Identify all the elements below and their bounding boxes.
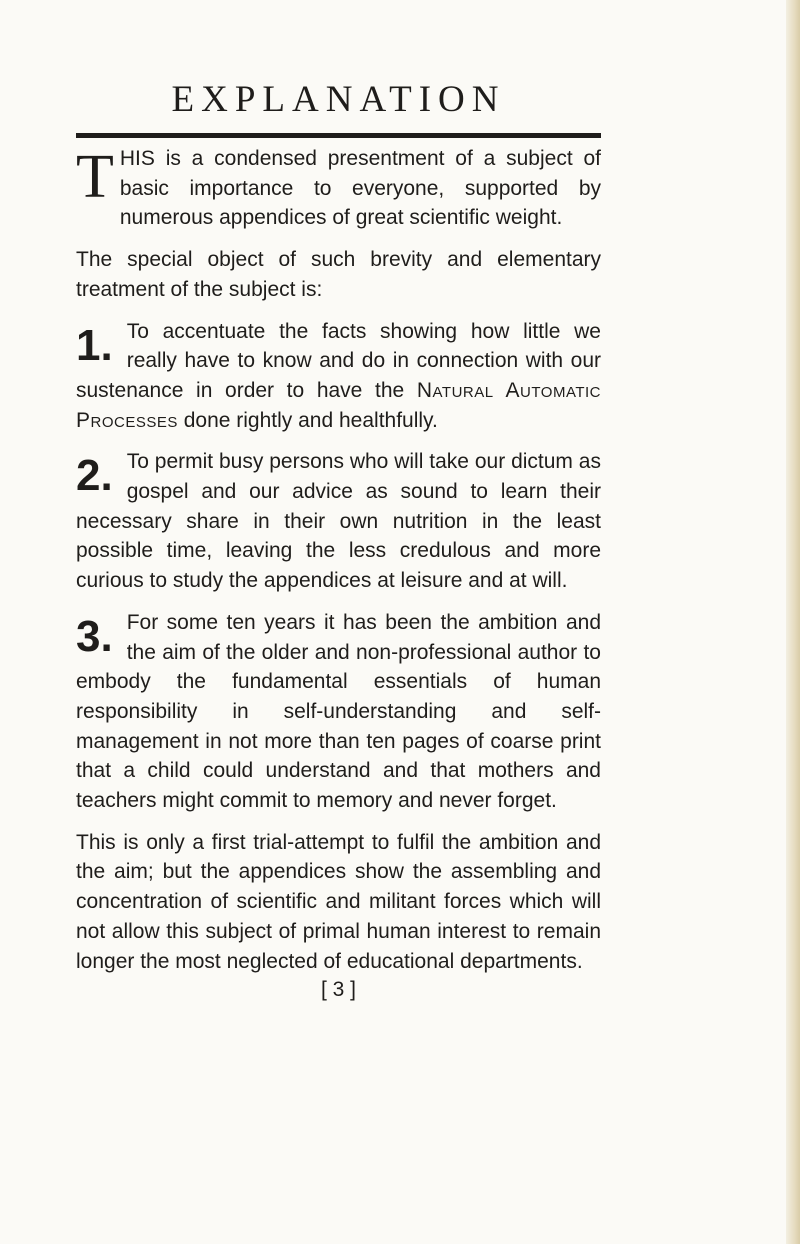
book-page <box>76 78 601 1002</box>
point-1 <box>76 317 601 436</box>
point-3 <box>76 608 601 816</box>
heading-rule <box>76 133 601 138</box>
closing-paragraph: This is only a first trial-attempt to fulfil the ambition and the aim; but the appendices show the assembling and concentration of scientific and militant forces which will not allow this subject of primal human interest to remain longer the most neglected of educational departments. <box>76 830 601 973</box>
point-number: 3. <box>76 611 113 661</box>
intro-text: HIS is a condensed presentment of a subject of basic importance to everyone, supported by numerous appendices of great scientific weight. <box>119 147 601 230</box>
point-3-text: For some ten years it has been the ambition and the aim of the older and non-professional author to embody the fundamental essentials of human responsibility in self-understanding and self-management in not more than ten pages of coarse print that a child could understand and that mothers and teachers might commit to memory and never forget. <box>76 610 601 813</box>
point-1-small-caps: Natural Automatic Processes <box>76 378 601 432</box>
point-2-text: To permit busy persons who will take our dictum as gospel and our advice as sound to learn their necessary share in their own nutrition in the least possible time, leaving the less credulous and more curious to study the appendices at leisure and at will. <box>76 450 601 593</box>
drop-cap: T <box>76 143 114 211</box>
chapter-heading: EXPLANATION <box>171 79 506 120</box>
page-edge <box>786 0 800 1244</box>
intro-paragraph <box>76 144 601 233</box>
special-object-paragraph: The special object of such brevity and elementary treatment of the subject is: <box>76 248 601 301</box>
point-2 <box>76 447 601 596</box>
page-number: [ 3 ] <box>320 978 357 1002</box>
point-1-text-after: done rightly and healthfully. <box>183 408 438 432</box>
point-number: 1. <box>76 320 113 370</box>
point-1-text-before: To accentuate the facts showing how little we really have to know and do in connection with our sustenance in order to have the <box>76 319 601 402</box>
point-number: 2. <box>76 451 113 501</box>
